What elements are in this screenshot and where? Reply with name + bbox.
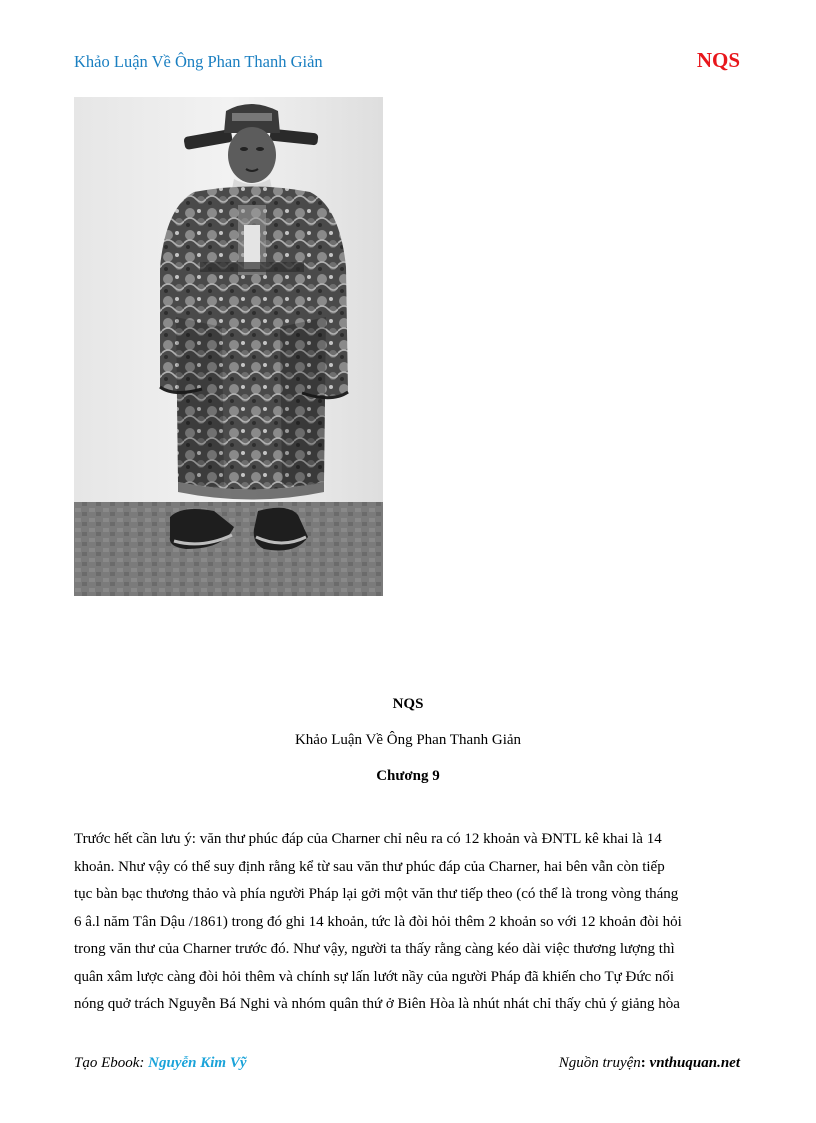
document-author: NQS [392,696,424,712]
header-book-title: Khảo Luận Về Ông Phan Thanh Giản [74,52,323,71]
footer-ebook-credit [74,1055,247,1072]
header-author: NQS [696,48,740,72]
portrait-photo [74,97,383,596]
footer-source-credit [559,1055,740,1072]
paragraph-line: tục bàn bạc thương thảo và phía người Pháp lại gởi một văn thư tiếp theo (có thể là trong vòng tháng [74,886,679,902]
footer-ebook-label: Tạo Ebook [74,1055,140,1071]
footer-ebook-creator: Nguyễn Kim Vỹ [148,1055,247,1071]
paragraph-line: 6 â.l năm Tân Dậu /1861) trong đó ghi 14 khoản, tức là đòi hỏi thêm 2 khoản so với 12 khoản đòi hỏi [74,913,682,930]
footer-source-separator: : [640,1055,646,1071]
paragraph-line: khoản. Như vậy có thể suy định rằng kể từ sau văn thư phúc đáp của Charner, hai bên vẫn còn tiếp [74,858,665,875]
footer-source-site: vnthuquan.net [649,1055,740,1071]
page-footer [74,1055,740,1079]
page-header [74,48,740,76]
footer-source-label: Nguồn truyện [558,1055,641,1071]
document-title: Khảo Luận Về Ông Phan Thanh Giản [294,732,522,748]
chapter-heading: Chương 9 [376,768,440,784]
paragraph-line: trong văn thư của Charner trước đó. Như vậy, người ta thấy rằng càng kéo dài việc thương lượng thì [74,941,675,957]
paragraph-line: Trước hết cần lưu ý: văn thư phúc đáp của Charner chỉ nêu ra có 12 khoản và ĐNTL kê khai là 14 [74,831,662,847]
footer-ebook-separator: : [139,1055,145,1071]
paragraph-line: quân xâm lược càng đòi hỏi thêm và chính sự lấn lướt nầy của người Pháp đã khiến cho Tự Đức nổi [74,968,675,985]
body-paragraph [74,826,744,1019]
paragraph-line: nóng quở trách Nguyễn Bá Nghi và nhóm quân thứ ở Biên Hòa là nhút nhát chỉ thấy chủ ý giảng hòa [74,996,680,1012]
